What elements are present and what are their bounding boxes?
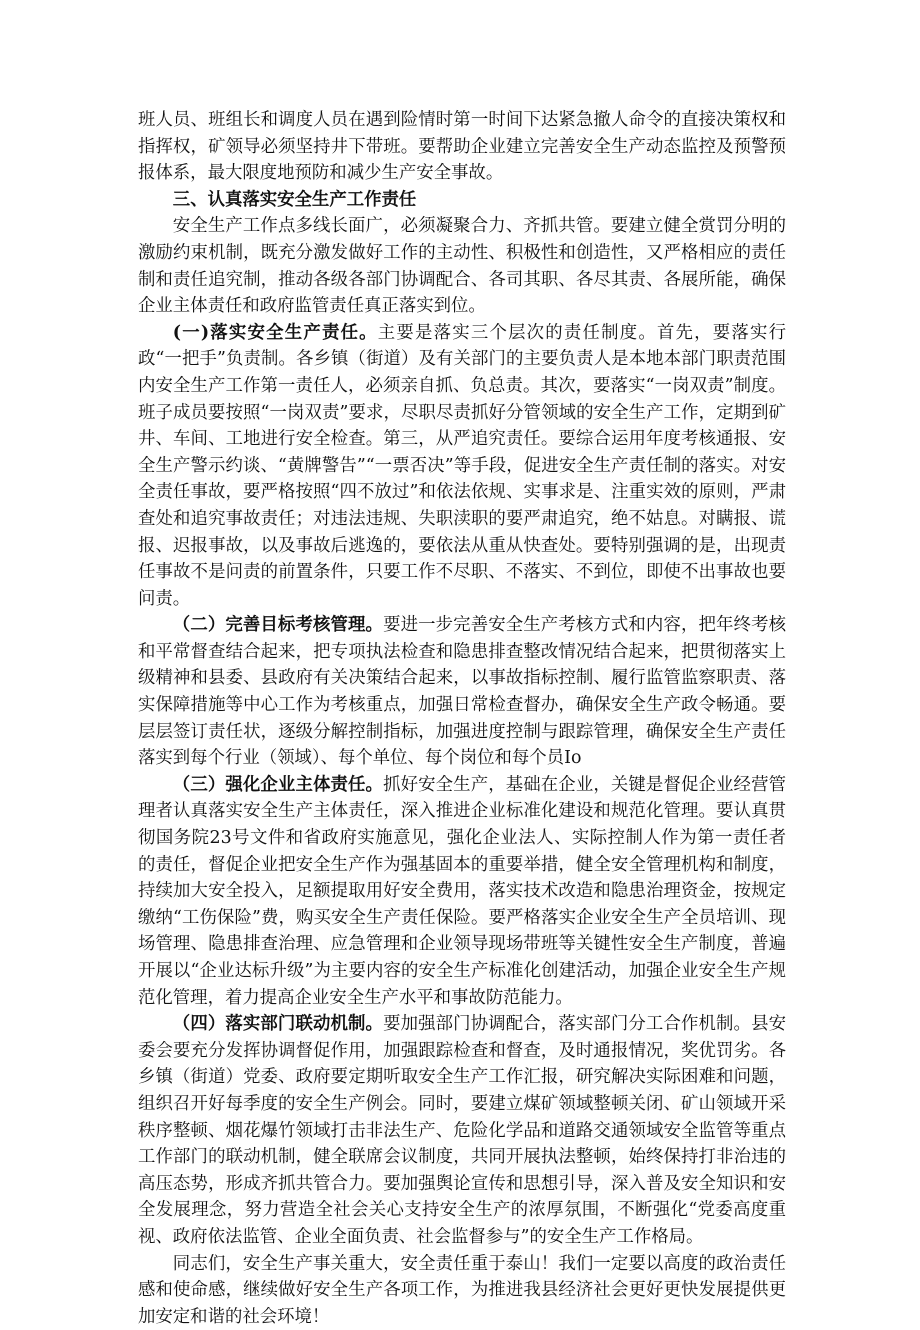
- item-1-body: 主要是落实三个层次的责任制度。首先，要落实行政“一把手”负责制。各乡镇（街道）及有关部门的主要负责人是本地本部门职责范围内安全生产工作第一责任人，必须亲自抓、负总责。其次，要落实“一岗双责”制度。班子成员要按照“一岗双责”要求，尽职尽责抓好分管领域的安全生产工作，定期到矿井、车间、工地进行安全检查。第三，从严追究责任。要综合运用年度考核通报、安全生产警示约谈、“黄牌警告”“一票否决”等手段，促进安全生产责任制的落实。对安全责任事故，要严格按照“四不放过”和依法依规、实事求是、注重实效的原则，严肃查处和追究事故责任；对违法违规、失职渎职的要严肃追究，绝不姑息。对瞒报、谎报、迟报事故，以及事故后逃逸的，要依法从重从快查处。要特别强调的是，出现责任事故不是问责的前置条件，只要工作不尽职、不落实、不到位，即使不出事故也要问责。: [138, 322, 786, 609]
- item-3-lead: （三）强化企业主体责任。: [172, 774, 384, 795]
- item-4-lead: （四）落实部门联动机制。: [172, 1014, 384, 1035]
- paragraph-item-3: [138, 772, 786, 1011]
- item-2-lead: （二）完善目标考核管理。: [172, 615, 384, 636]
- paragraph-item-1: [138, 320, 786, 613]
- document-page: [138, 107, 786, 1330]
- item-3-body: 抓好安全生产，基础在企业，关键是督促企业经营管理者认真落实安全生产主体责任，深入推进企业标准化建设和规范化管理。要认真贯彻国务院23号文件和省政府实施意见，强化企业法人、实际控制人作为第一责任者的责任，督促企业把安全生产作为强基固本的重要举措，健全安全管理机构和制度，持续加大安全投入，足额提取用好安全费用，落实技术改造和隐患治理资金，按规定缴纳“工伤保险”费，购买安全生产责任保险。要严格落实企业安全生产全员培训、现场管理、隐患排查治理、应急管理和企业领导现场带班等关键性安全生产制度，普遍开展以“企业达标升级”为主要内容的安全生产标准化创建活动，加强企业安全生产规范化管理，着力提高企业安全生产水平和事故防范能力。: [138, 774, 786, 1008]
- paragraph-item-4: [138, 1011, 786, 1250]
- paragraph-item-2: [138, 612, 786, 772]
- paragraph-continuation: 班人员、班组长和调度人员在遇到险情时第一时间下达紧急撤人命令的直接决策权和指挥权，矿领导必须坚持井下带班。要帮助企业建立完善安全生产动态监控及预警预报体系，最大限度地预防和减少生产安全事故。: [138, 110, 786, 184]
- paragraph-closing: 同志们，安全生产事关重大，安全责任重于泰山！我们一定要以高度的政治责任感和使命感，继续做好安全生产各项工作，为推进我县经济社会更好更快发展提供更加安定和谐的社会环境！: [138, 1253, 786, 1327]
- item-4-body: 要加强部门协调配合，落实部门分工合作机制。县安委会要充分发挥协调督促作用，加强跟踪检查和督查，及时通报情况，奖优罚劣。各乡镇（街道）党委、政府要定期听取安全生产工作汇报，研究解决实际困难和问题，组织召开好每季度的安全生产例会。同时，要建立煤矿领域整顿关闭、矿山领域开采秩序整顿、烟花爆竹领域打击非法生产、危险化学品和道路交通领域安全监管等重点工作部门的联动机制，健全联席会议制度，共同开展执法整顿，始终保持打非治违的高压态势，形成齐抓共管合力。要加强舆论宣传和思想引导，深入普及安全知识和安全发展理念，努力营造全社会关心支持安全生产的浓厚氛围，不断强化“党委高度重视、政府依法监管、企业全面负责、社会监督参与”的安全生产工作格局。: [138, 1014, 786, 1247]
- section-heading: 三、认真落实安全生产工作责任: [172, 189, 417, 210]
- item-1-lead: (一)落实安全生产责任。: [172, 322, 378, 343]
- item-2-body: 要进一步完善安全生产考核方式和内容，把年终考核和平常督查结合起来，把专项执法检查和隐患排查整改情况结合起来，把贯彻落实上级精神和县委、县政府有关决策结合起来，以事故指标控制、履行监管监察职责、落实保障措施等中心工作为考核重点，加强日常检查督办，确保安全生产政令畅通。要层层签订责任状，逐级分解控制指标，加强进度控制与跟踪管理，确保安全生产责任落实到每个行业（领域）、每个单位、每个岗位和每个员Io: [138, 615, 786, 769]
- paragraph-intro: 安全生产工作点多线长面广，必须凝聚合力、齐抓共管。要建立健全赏罚分明的激励约束机制，既充分激发做好工作的主动性、积极性和创造性，又严格相应的责任制和责任追究制，推动各级各部门协调配合、各司其职、各尽其责、各展所能，确保企业主体责任和政府监管责任真正落实到位。: [138, 216, 786, 317]
